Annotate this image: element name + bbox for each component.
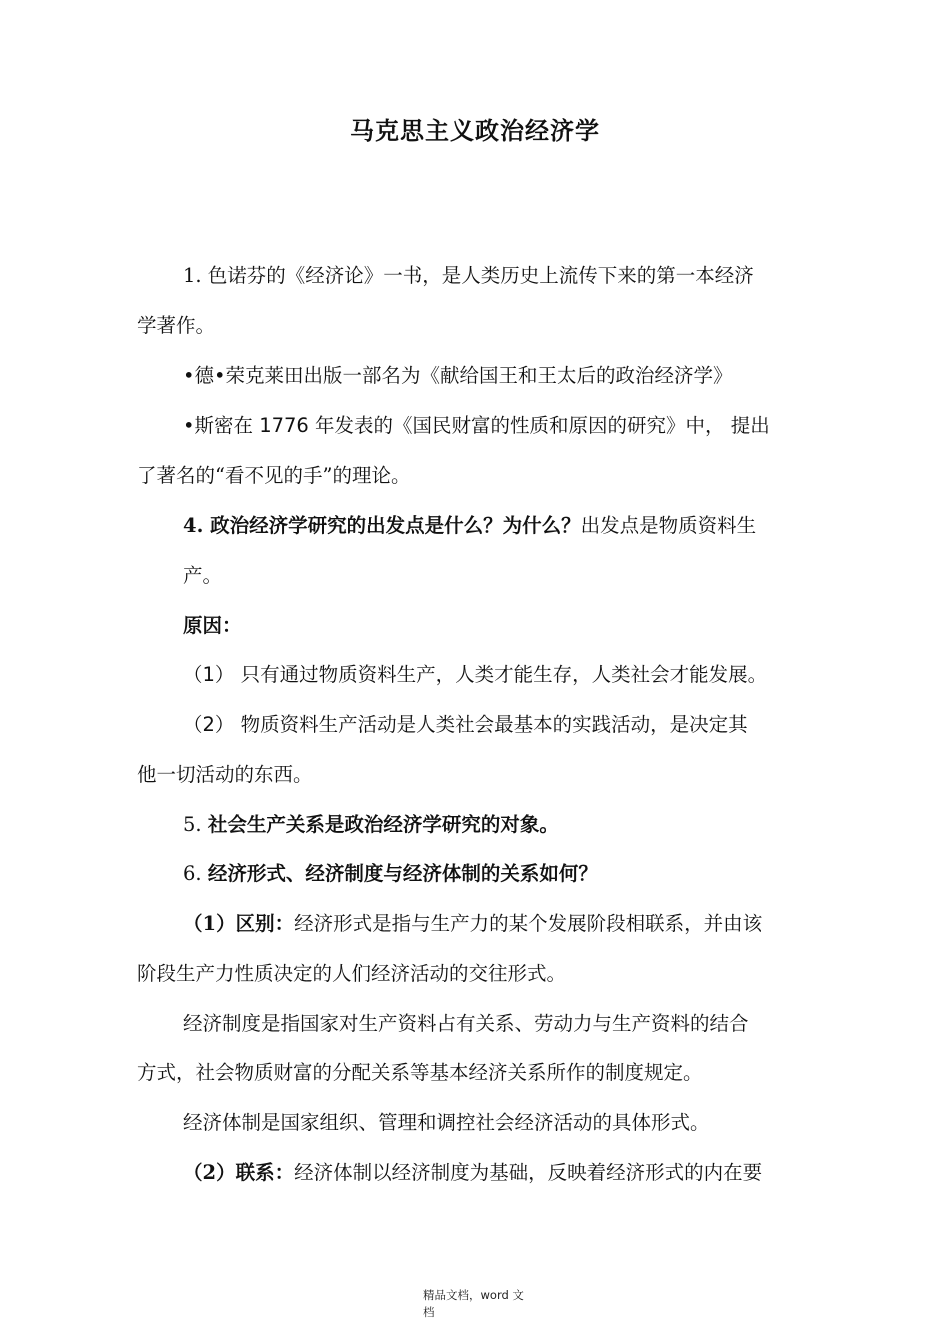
question-6-line	[183, 860, 598, 888]
connection-text: 经济体制以经济制度为基础，反映着经济形式的内在要	[294, 1161, 763, 1184]
question-6-number: 6.	[183, 862, 208, 885]
reason-2-text: 物质资料生产活动是人类社会最基本的实践活动，是决定其	[234, 713, 748, 736]
economic-system-line: 经济制度是指国家对生产资料占有关系、劳动力与生产资料的结合	[183, 1012, 749, 1035]
difference-text: 经济形式是指与生产力的某个发展阶段相联系，并由该	[294, 912, 763, 935]
reason-2-marker: （2）	[183, 713, 235, 736]
reason-1-line	[183, 661, 767, 689]
paragraph-line-1: 1. 色诺芬的《经济论》一书，是人类历史上流传下来的第一本经济	[183, 264, 754, 287]
question-5-text: 社会生产关系是政治经济学研究的对象。	[207, 813, 559, 836]
footer-line-1: 精品文档，word 文	[423, 1288, 524, 1302]
line-4-text-a: •斯密在	[183, 414, 260, 437]
question-4-answer: 出发点是物质资料生	[580, 514, 757, 537]
question-5-number: 5.	[183, 813, 208, 836]
page-footer	[423, 1287, 524, 1321]
difference-continued: 阶段生产力性质决定的人们经济活动的交往形式。	[137, 962, 567, 985]
difference-line	[183, 910, 762, 938]
paragraph-line-4	[183, 412, 770, 440]
question-4-answer-continued: 产。	[183, 564, 223, 587]
connection-line	[183, 1159, 762, 1187]
connection-heading: （2）联系：	[183, 1161, 295, 1184]
reason-2-line	[183, 711, 748, 739]
difference-heading: （1）区别：	[183, 912, 295, 935]
economic-mechanism-line: 经济体制是国家组织、管理和调控社会经济活动的具体形式。	[183, 1111, 710, 1134]
year-number: 1776	[259, 414, 309, 437]
economic-system-continued: 方式，社会物质财富的分配关系等基本经济关系所作的制度规定。	[137, 1061, 703, 1084]
reason-2-continued: 他一切活动的东西。	[137, 763, 313, 786]
question-6-text: 经济形式、经济制度与经济体制的关系如何？	[207, 862, 598, 885]
line-4-text-c: 年发表的《国民财富的性质和原因的研究》中， 提出	[308, 414, 770, 437]
question-4-heading: 4. 政治经济学研究的出发点是什么？为什么？	[183, 514, 581, 537]
footer-line-2: 档	[423, 1305, 435, 1319]
paragraph-line-3: •德•荣克莱田出版一部名为《献给国王和王太后的政治经济学》	[183, 364, 733, 387]
paragraph-line-5: 了著名的“看不见的手”的理论。	[137, 464, 411, 487]
reason-1-text: 只有通过物质资料生产，人类才能生存，人类社会才能发展。	[234, 663, 768, 686]
document-title: 马克思主义政治经济学	[350, 117, 600, 145]
question-5-line	[183, 811, 559, 839]
paragraph-line-2: 学著作。	[137, 314, 216, 337]
question-4-line	[183, 512, 756, 540]
reason-1-marker: （1）	[183, 663, 235, 686]
reason-heading: 原因：	[183, 614, 242, 637]
